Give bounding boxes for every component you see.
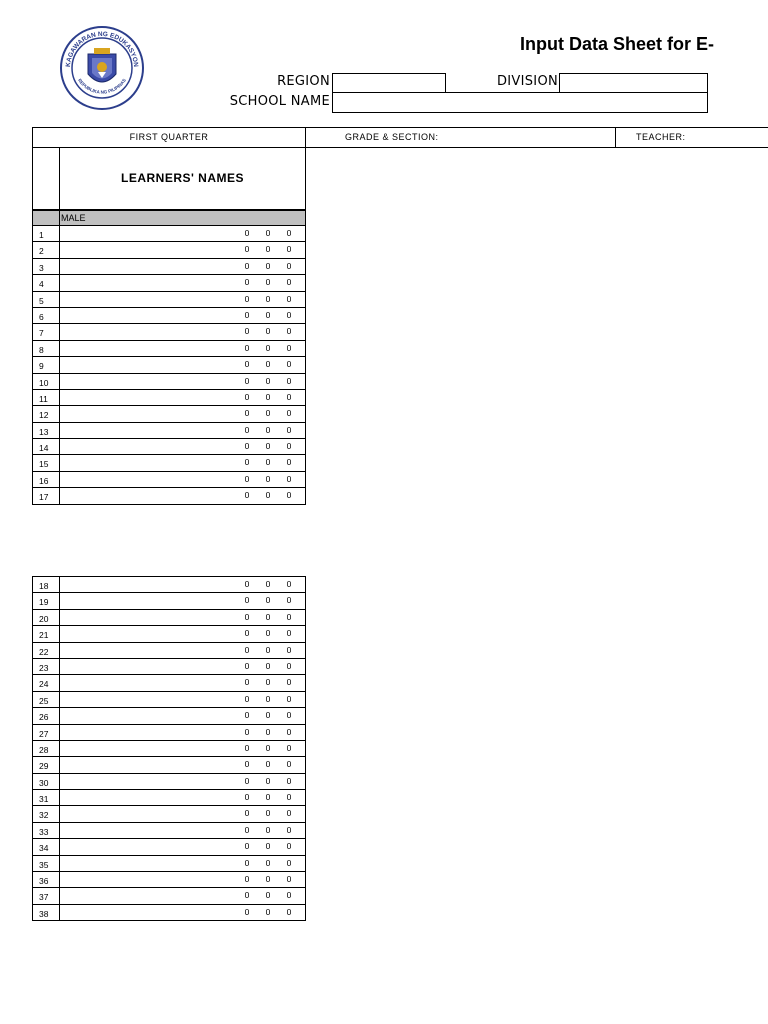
score-value: 0: [265, 890, 271, 901]
column-divider: [59, 856, 60, 871]
table-row[interactable]: [32, 888, 306, 904]
score-value: 0: [244, 628, 250, 639]
score-value: 0: [244, 408, 250, 419]
region-label: REGION: [277, 74, 330, 89]
score-value: 0: [265, 391, 271, 402]
column-divider: [59, 839, 60, 854]
column-divider: [59, 472, 60, 487]
quarter-header-bar: [32, 127, 768, 148]
score-value: 0: [286, 441, 292, 452]
table-row[interactable]: [32, 757, 306, 773]
score-value: 0: [265, 457, 271, 468]
score-value: 0: [286, 473, 292, 484]
row-number: 1: [39, 230, 44, 240]
score-value: 0: [265, 611, 271, 622]
row-number: 29: [39, 761, 49, 772]
table-row[interactable]: [32, 675, 306, 691]
score-value: 0: [286, 644, 292, 655]
score-value: 0: [244, 874, 250, 885]
score-value: 0: [265, 857, 271, 868]
score-value: 0: [265, 595, 271, 606]
column-divider: [59, 692, 60, 707]
column-divider: [59, 774, 60, 789]
learners-names-heading: LEARNERS' NAMES: [120, 171, 245, 185]
table-row[interactable]: [32, 308, 306, 324]
table-row[interactable]: [32, 577, 306, 593]
table-row[interactable]: [32, 692, 306, 708]
row-number: 6: [39, 311, 44, 322]
score-value: 0: [286, 391, 292, 402]
score-value: 0: [265, 293, 271, 304]
score-value: 0: [286, 890, 292, 901]
score-value: 0: [265, 693, 271, 704]
page-title: Input Data Sheet for E-: [520, 34, 715, 54]
column-divider: [59, 659, 60, 674]
row-number: 16: [39, 475, 49, 486]
column-divider: [59, 423, 60, 438]
score-value: 0: [244, 309, 250, 320]
score-value: 0: [265, 309, 271, 320]
row-number: 27: [39, 728, 49, 739]
score-value: 0: [265, 775, 271, 786]
row-number: 3: [39, 262, 44, 273]
male-section-header: [32, 210, 306, 226]
score-value: 0: [244, 424, 250, 435]
score-value: 0: [286, 693, 292, 704]
score-value: 0: [244, 693, 250, 704]
column-divider: [59, 675, 60, 690]
table-row[interactable]: [32, 406, 306, 422]
score-value: 0: [244, 611, 250, 622]
score-value: 0: [286, 660, 292, 671]
table-row[interactable]: [32, 374, 306, 390]
score-value: 0: [265, 424, 271, 435]
row-number: 11: [39, 393, 48, 404]
score-value: 0: [286, 792, 292, 803]
table-row[interactable]: [32, 856, 306, 872]
score-value: 0: [286, 808, 292, 819]
row-number: 34: [39, 843, 49, 854]
score-value: 0: [265, 792, 271, 803]
column-divider: [59, 806, 60, 821]
table-row[interactable]: [32, 659, 306, 675]
score-value: 0: [265, 742, 271, 753]
score-value: 0: [265, 277, 271, 288]
column-divider: [59, 577, 60, 592]
score-value: 0: [286, 611, 292, 622]
row-number: 33: [39, 826, 49, 837]
row-number: 15: [39, 459, 49, 470]
column-divider: [59, 242, 60, 257]
score-value: 0: [265, 408, 271, 419]
score-value: 0: [244, 857, 250, 868]
teacher-field[interactable]: TEACHER:: [636, 132, 686, 142]
score-value: 0: [244, 228, 250, 238]
score-value: 0: [244, 726, 250, 737]
division-field[interactable]: [559, 73, 708, 93]
svg-text:KAGAWARAN NG EDUKASYON: KAGAWARAN NG EDUKASYON: [64, 30, 140, 68]
score-value: 0: [286, 628, 292, 639]
row-number: 22: [39, 646, 49, 657]
column-divider: [59, 390, 60, 405]
row-number: 17: [39, 492, 49, 503]
score-value: 0: [286, 228, 292, 238]
table-row[interactable]: [32, 341, 306, 357]
column-divider: [59, 823, 60, 838]
learners-header: [32, 148, 306, 210]
column-divider: [59, 455, 60, 470]
score-value: 0: [244, 342, 250, 353]
learner-rows-male-2: [32, 576, 306, 921]
score-value: 0: [286, 260, 292, 271]
score-value: 0: [265, 660, 271, 671]
grade-section-field[interactable]: GRADE & SECTION:: [305, 128, 616, 147]
score-value: 0: [244, 660, 250, 671]
row-number: 36: [39, 876, 49, 887]
row-number: 2: [39, 246, 44, 257]
table-row[interactable]: [32, 823, 306, 839]
score-value: 0: [265, 874, 271, 885]
score-value: 0: [244, 441, 250, 452]
column-divider: [59, 626, 60, 641]
score-value: 0: [265, 628, 271, 639]
table-row[interactable]: [32, 275, 306, 291]
score-value: 0: [286, 326, 292, 337]
table-row[interactable]: [32, 357, 306, 373]
table-row[interactable]: [32, 324, 306, 340]
score-value: 0: [286, 857, 292, 868]
score-value: 0: [265, 342, 271, 353]
score-value: 0: [265, 906, 271, 917]
score-value: 0: [286, 742, 292, 753]
score-value: 0: [265, 726, 271, 737]
row-number: 12: [39, 410, 49, 421]
table-row[interactable]: [32, 905, 306, 921]
row-number: 25: [39, 695, 49, 706]
column-divider: [59, 308, 60, 323]
column-divider: [59, 643, 60, 658]
column-divider: [59, 374, 60, 389]
column-divider: [59, 708, 60, 723]
column-divider: [59, 488, 60, 503]
score-value: 0: [286, 457, 292, 468]
score-value: 0: [265, 824, 271, 835]
score-value: 0: [244, 375, 250, 386]
score-value: 0: [244, 677, 250, 688]
score-value: 0: [286, 677, 292, 688]
column-divider: [59, 292, 60, 307]
table-row[interactable]: [32, 806, 306, 822]
score-value: 0: [286, 595, 292, 606]
score-value: 0: [286, 841, 292, 852]
column-divider: [59, 357, 60, 372]
score-value: 0: [244, 759, 250, 770]
score-value: 0: [265, 260, 271, 271]
table-row[interactable]: [32, 839, 306, 855]
row-number: 18: [39, 581, 49, 591]
score-value: 0: [244, 293, 250, 304]
table-row[interactable]: [32, 259, 306, 275]
row-number: 8: [39, 344, 44, 355]
score-value: 0: [244, 644, 250, 655]
score-value: 0: [265, 490, 271, 501]
score-value: 0: [286, 906, 292, 917]
learner-rows-male-1: [32, 226, 306, 505]
score-value: 0: [286, 579, 292, 589]
table-row[interactable]: [32, 643, 306, 659]
score-value: 0: [265, 375, 271, 386]
score-value: 0: [244, 742, 250, 753]
score-value: 0: [244, 391, 250, 402]
row-number: 35: [39, 859, 49, 870]
score-value: 0: [286, 775, 292, 786]
score-value: 0: [286, 375, 292, 386]
table-row[interactable]: [32, 708, 306, 724]
score-value: 0: [244, 244, 250, 255]
school-name-field[interactable]: [332, 92, 708, 113]
table-row[interactable]: [32, 774, 306, 790]
score-value: 0: [265, 710, 271, 721]
row-number: 38: [39, 908, 49, 919]
table-row[interactable]: [32, 741, 306, 757]
column-divider: [59, 905, 60, 920]
score-value: 0: [286, 293, 292, 304]
score-value: 0: [265, 244, 271, 255]
score-value: 0: [244, 841, 250, 852]
region-field[interactable]: [332, 73, 446, 93]
row-number: 37: [39, 892, 49, 903]
table-row[interactable]: [32, 292, 306, 308]
table-row[interactable]: [32, 725, 306, 741]
column-divider: [59, 593, 60, 608]
score-value: 0: [244, 260, 250, 271]
quarter-label: FIRST QUARTER: [33, 128, 306, 147]
row-number: 13: [39, 426, 49, 437]
score-value: 0: [244, 808, 250, 819]
score-value: 0: [244, 359, 250, 370]
column-divider: [59, 790, 60, 805]
score-value: 0: [286, 710, 292, 721]
score-value: 0: [286, 874, 292, 885]
score-value: 0: [286, 424, 292, 435]
row-number: 7: [39, 328, 44, 339]
score-value: 0: [265, 808, 271, 819]
column-divider: [59, 406, 60, 421]
score-value: 0: [244, 326, 250, 337]
column-divider: [59, 888, 60, 903]
row-number: 28: [39, 744, 49, 755]
score-value: 0: [244, 490, 250, 501]
table-row[interactable]: [32, 423, 306, 439]
score-value: 0: [286, 244, 292, 255]
row-number: 14: [39, 443, 49, 454]
column-divider: [59, 610, 60, 625]
score-value: 0: [244, 457, 250, 468]
table-row[interactable]: [32, 488, 306, 504]
number-column-header: [33, 148, 60, 209]
score-value: 0: [265, 228, 271, 238]
row-number: 26: [39, 712, 49, 723]
score-value: 0: [286, 309, 292, 320]
score-value: 0: [265, 677, 271, 688]
score-value: 0: [244, 710, 250, 721]
score-value: 0: [244, 792, 250, 803]
row-number: 4: [39, 279, 44, 290]
column-divider: [59, 341, 60, 356]
score-value: 0: [265, 473, 271, 484]
row-number: 30: [39, 777, 49, 788]
row-number: 10: [39, 377, 49, 388]
score-value: 0: [286, 490, 292, 501]
score-value: 0: [286, 824, 292, 835]
column-divider: [59, 741, 60, 756]
score-value: 0: [265, 759, 271, 770]
table-row[interactable]: [32, 790, 306, 806]
male-label: MALE: [61, 213, 86, 223]
table-row[interactable]: [32, 226, 306, 242]
score-value: 0: [265, 579, 271, 589]
score-value: 0: [265, 326, 271, 337]
row-number: 23: [39, 662, 49, 673]
row-number: 5: [39, 295, 44, 306]
score-value: 0: [286, 726, 292, 737]
column-divider: [59, 872, 60, 887]
deped-seal-logo: [58, 24, 146, 112]
score-value: 0: [244, 890, 250, 901]
column-divider: [59, 226, 60, 241]
score-value: 0: [265, 359, 271, 370]
table-row[interactable]: [32, 439, 306, 455]
score-value: 0: [244, 595, 250, 606]
score-value: 0: [286, 759, 292, 770]
row-number: 31: [39, 794, 49, 805]
svg-text:REPUBLIKA NG PILIPINAS: REPUBLIKA NG PILIPINAS: [77, 77, 127, 95]
row-number: 32: [39, 810, 49, 821]
row-number: 21: [39, 630, 49, 641]
score-value: 0: [286, 359, 292, 370]
table-row[interactable]: [32, 390, 306, 406]
column-divider: [59, 259, 60, 274]
score-value: 0: [265, 841, 271, 852]
column-divider: [59, 757, 60, 772]
table-row[interactable]: [32, 872, 306, 888]
row-number: 9: [39, 361, 44, 372]
score-value: 0: [286, 342, 292, 353]
score-value: 0: [244, 906, 250, 917]
table-row[interactable]: [32, 610, 306, 626]
division-label: DIVISION: [496, 74, 558, 89]
column-divider: [59, 324, 60, 339]
table-row[interactable]: [32, 455, 306, 471]
score-value: 0: [244, 277, 250, 288]
row-number: 19: [39, 597, 49, 608]
column-divider: [59, 725, 60, 740]
score-value: 0: [286, 277, 292, 288]
table-row[interactable]: [32, 626, 306, 642]
table-row[interactable]: [32, 242, 306, 258]
score-value: 0: [286, 408, 292, 419]
score-value: 0: [244, 775, 250, 786]
column-divider: [59, 439, 60, 454]
row-number: 24: [39, 679, 49, 690]
school-name-label: SCHOOL NAME: [229, 94, 330, 109]
score-value: 0: [244, 824, 250, 835]
score-value: 0: [244, 579, 250, 589]
score-value: 0: [265, 644, 271, 655]
column-divider: [59, 275, 60, 290]
table-row[interactable]: [32, 593, 306, 609]
row-number: 20: [39, 613, 49, 624]
score-value: 0: [244, 473, 250, 484]
score-value: 0: [265, 441, 271, 452]
table-row[interactable]: [32, 472, 306, 488]
